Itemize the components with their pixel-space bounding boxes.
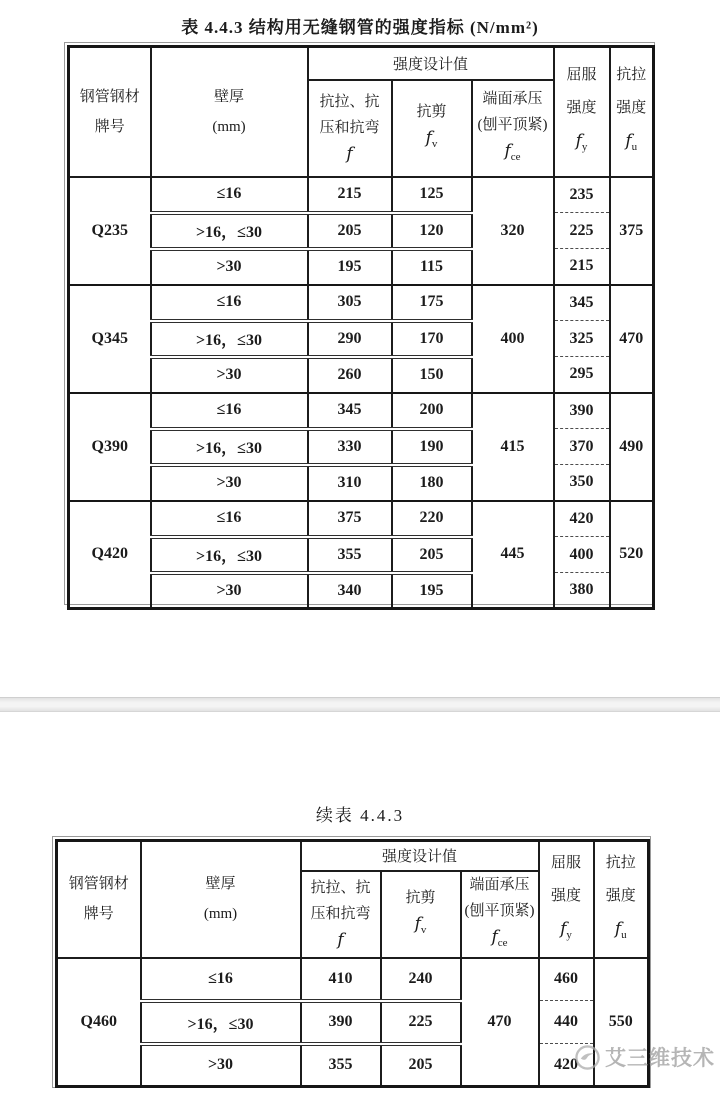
fv-symbol: $f_v$ [425, 127, 438, 151]
fce-value-cell: 400 [472, 285, 554, 393]
grade-cell: Q390 [69, 393, 151, 501]
header-yield-strength: 屈服 强度 $f_y$ [554, 47, 610, 177]
header-grade: 钢管钢材 牌号 [57, 841, 141, 958]
f-value-cell: 305 [308, 285, 392, 321]
f-value-cell: 345 [308, 393, 392, 429]
f-value-cell: 355 [308, 537, 392, 573]
table-row [57, 1044, 649, 1087]
fy-value-cell: 440 [539, 1001, 594, 1044]
fv-value-cell: 205 [392, 537, 472, 573]
table-row [69, 393, 654, 429]
header-grade: 钢管钢材 牌号 [69, 47, 151, 177]
thickness-cell: >16，≤30 [141, 1001, 301, 1044]
header-row [69, 47, 654, 80]
thickness-cell: ≤16 [151, 285, 308, 321]
table-row [69, 357, 654, 393]
header-tension-compression-bending: 抗拉、抗 压和抗弯 f [301, 871, 381, 958]
fu-value-cell: 490 [610, 393, 654, 501]
thickness-cell: ≤16 [141, 958, 301, 1001]
fy-symbol: $f_y$ [575, 131, 588, 154]
table-row [69, 429, 654, 465]
f-value-cell: 310 [308, 465, 392, 501]
f-value-cell: 205 [308, 213, 392, 249]
header-design-values: 强度设计值 [301, 841, 539, 871]
table-row [69, 573, 654, 609]
fv-symbol: $f_v$ [414, 913, 427, 937]
grade-cell: Q345 [69, 285, 151, 393]
header-design-values: 强度设计值 [308, 47, 554, 80]
table2 [52, 836, 651, 1088]
f-value-cell: 330 [308, 429, 392, 465]
header-tension-compression-bending: 抗拉、抗 压和抗弯 f [308, 80, 392, 177]
steel-strength-table-2 [55, 839, 650, 1088]
f-value-cell: 340 [308, 573, 392, 609]
fu-value-cell: 520 [610, 501, 654, 609]
header-tensile-strength: 抗拉 强度 $f_u$ [594, 841, 649, 958]
fy-value-cell: 235 [554, 177, 610, 213]
watermark-text: 艾三维技术 [605, 1047, 715, 1070]
table-row [69, 465, 654, 501]
fv-value-cell: 240 [381, 958, 461, 1001]
brand-logo-icon [574, 1044, 601, 1071]
fce-value-cell: 320 [472, 177, 554, 285]
header-shear: 抗剪 $f_v$ [392, 80, 472, 177]
fy-symbol: $f_y$ [560, 918, 572, 941]
header-shear: 抗剪 $f_v$ [381, 871, 461, 958]
thickness-cell: ≤16 [151, 501, 308, 537]
fv-value-cell: 125 [392, 177, 472, 213]
thickness-cell: >16，≤30 [151, 429, 308, 465]
f-value-cell: 375 [308, 501, 392, 537]
table-row [69, 537, 654, 573]
fv-value-cell: 180 [392, 465, 472, 501]
fce-symbol: $f_{ce}$ [491, 926, 508, 950]
header-thickness: 壁厚 (mm) [151, 47, 308, 177]
fu-symbol: $f_u$ [625, 131, 638, 154]
fy-value-cell: 390 [554, 393, 610, 429]
fv-value-cell: 205 [381, 1044, 461, 1087]
fu-value-cell: 470 [610, 285, 654, 393]
table-row [69, 285, 654, 321]
table-row [57, 958, 649, 1001]
watermark [574, 1042, 715, 1072]
f-value-cell: 290 [308, 321, 392, 357]
fy-value-cell: 380 [554, 573, 610, 609]
thickness-cell: >30 [151, 249, 308, 285]
fv-value-cell: 175 [392, 285, 472, 321]
f-value-cell: 390 [301, 1001, 381, 1044]
fu-value-cell: 550 [594, 958, 649, 1087]
table-row [69, 249, 654, 285]
f-value-cell: 215 [308, 177, 392, 213]
thickness-cell: >16，≤30 [151, 537, 308, 573]
table-row [69, 321, 654, 357]
thickness-cell: >30 [151, 465, 308, 501]
page-scan-divider [0, 697, 720, 712]
fu-value-cell: 375 [610, 177, 654, 285]
fv-value-cell: 115 [392, 249, 472, 285]
header-end-bearing: 端面承压 (刨平顶紧) $f_{ce}$ [461, 871, 539, 958]
header-tensile-strength: 抗拉 强度 $f_u$ [610, 47, 654, 177]
table1 [64, 42, 655, 605]
fy-value-cell: 345 [554, 285, 610, 321]
table-row [69, 501, 654, 537]
fy-value-cell: 325 [554, 321, 610, 357]
fv-value-cell: 220 [392, 501, 472, 537]
fy-value-cell: 215 [554, 249, 610, 285]
thickness-cell: >16，≤30 [151, 213, 308, 249]
thickness-cell: >30 [151, 357, 308, 393]
fce-value-cell: 415 [472, 393, 554, 501]
fy-value-cell: 460 [539, 958, 594, 1001]
fce-symbol: $f_{ce}$ [504, 140, 521, 164]
thickness-cell: >16，≤30 [151, 321, 308, 357]
grade-cell: Q420 [69, 501, 151, 609]
f-value-cell: 260 [308, 357, 392, 393]
table2-title: 续表 4.4.3 [315, 806, 405, 825]
table1-title: 表 4.4.3 结构用无缝钢管的强度指标 (N/mm²) [181, 18, 539, 37]
header-yield-strength: 屈服 强度 $f_y$ [539, 841, 594, 958]
fv-value-cell: 120 [392, 213, 472, 249]
f-value-cell: 410 [301, 958, 381, 1001]
fy-value-cell: 225 [554, 213, 610, 249]
thickness-cell: ≤16 [151, 177, 308, 213]
fv-value-cell: 200 [392, 393, 472, 429]
fu-symbol: $f_u$ [614, 918, 627, 941]
f-symbol: f [346, 143, 353, 164]
header-end-bearing: 端面承压 (刨平顶紧) $f_{ce}$ [472, 80, 554, 177]
f-symbol: f [337, 929, 344, 950]
fy-value-cell: 295 [554, 357, 610, 393]
f-value-cell: 195 [308, 249, 392, 285]
header-row [57, 841, 649, 871]
table-row [69, 177, 654, 213]
fce-value-cell: 445 [472, 501, 554, 609]
fy-value-cell: 370 [554, 429, 610, 465]
table-row [69, 213, 654, 249]
table-row [57, 1001, 649, 1044]
fy-value-cell: 400 [554, 537, 610, 573]
fy-value-cell: 350 [554, 465, 610, 501]
thickness-cell: >30 [141, 1044, 301, 1087]
f-value-cell: 355 [301, 1044, 381, 1087]
grade-cell: Q460 [57, 958, 141, 1087]
fv-value-cell: 170 [392, 321, 472, 357]
thickness-cell: ≤16 [151, 393, 308, 429]
thickness-cell: >30 [151, 573, 308, 609]
fy-value-cell: 420 [539, 1044, 594, 1087]
steel-strength-table-1 [67, 45, 655, 610]
fv-value-cell: 225 [381, 1001, 461, 1044]
fv-value-cell: 150 [392, 357, 472, 393]
fv-value-cell: 190 [392, 429, 472, 465]
fce-value-cell: 470 [461, 958, 539, 1087]
fy-value-cell: 420 [554, 501, 610, 537]
fv-value-cell: 195 [392, 573, 472, 609]
grade-cell: Q235 [69, 177, 151, 285]
header-thickness: 壁厚 (mm) [141, 841, 301, 958]
